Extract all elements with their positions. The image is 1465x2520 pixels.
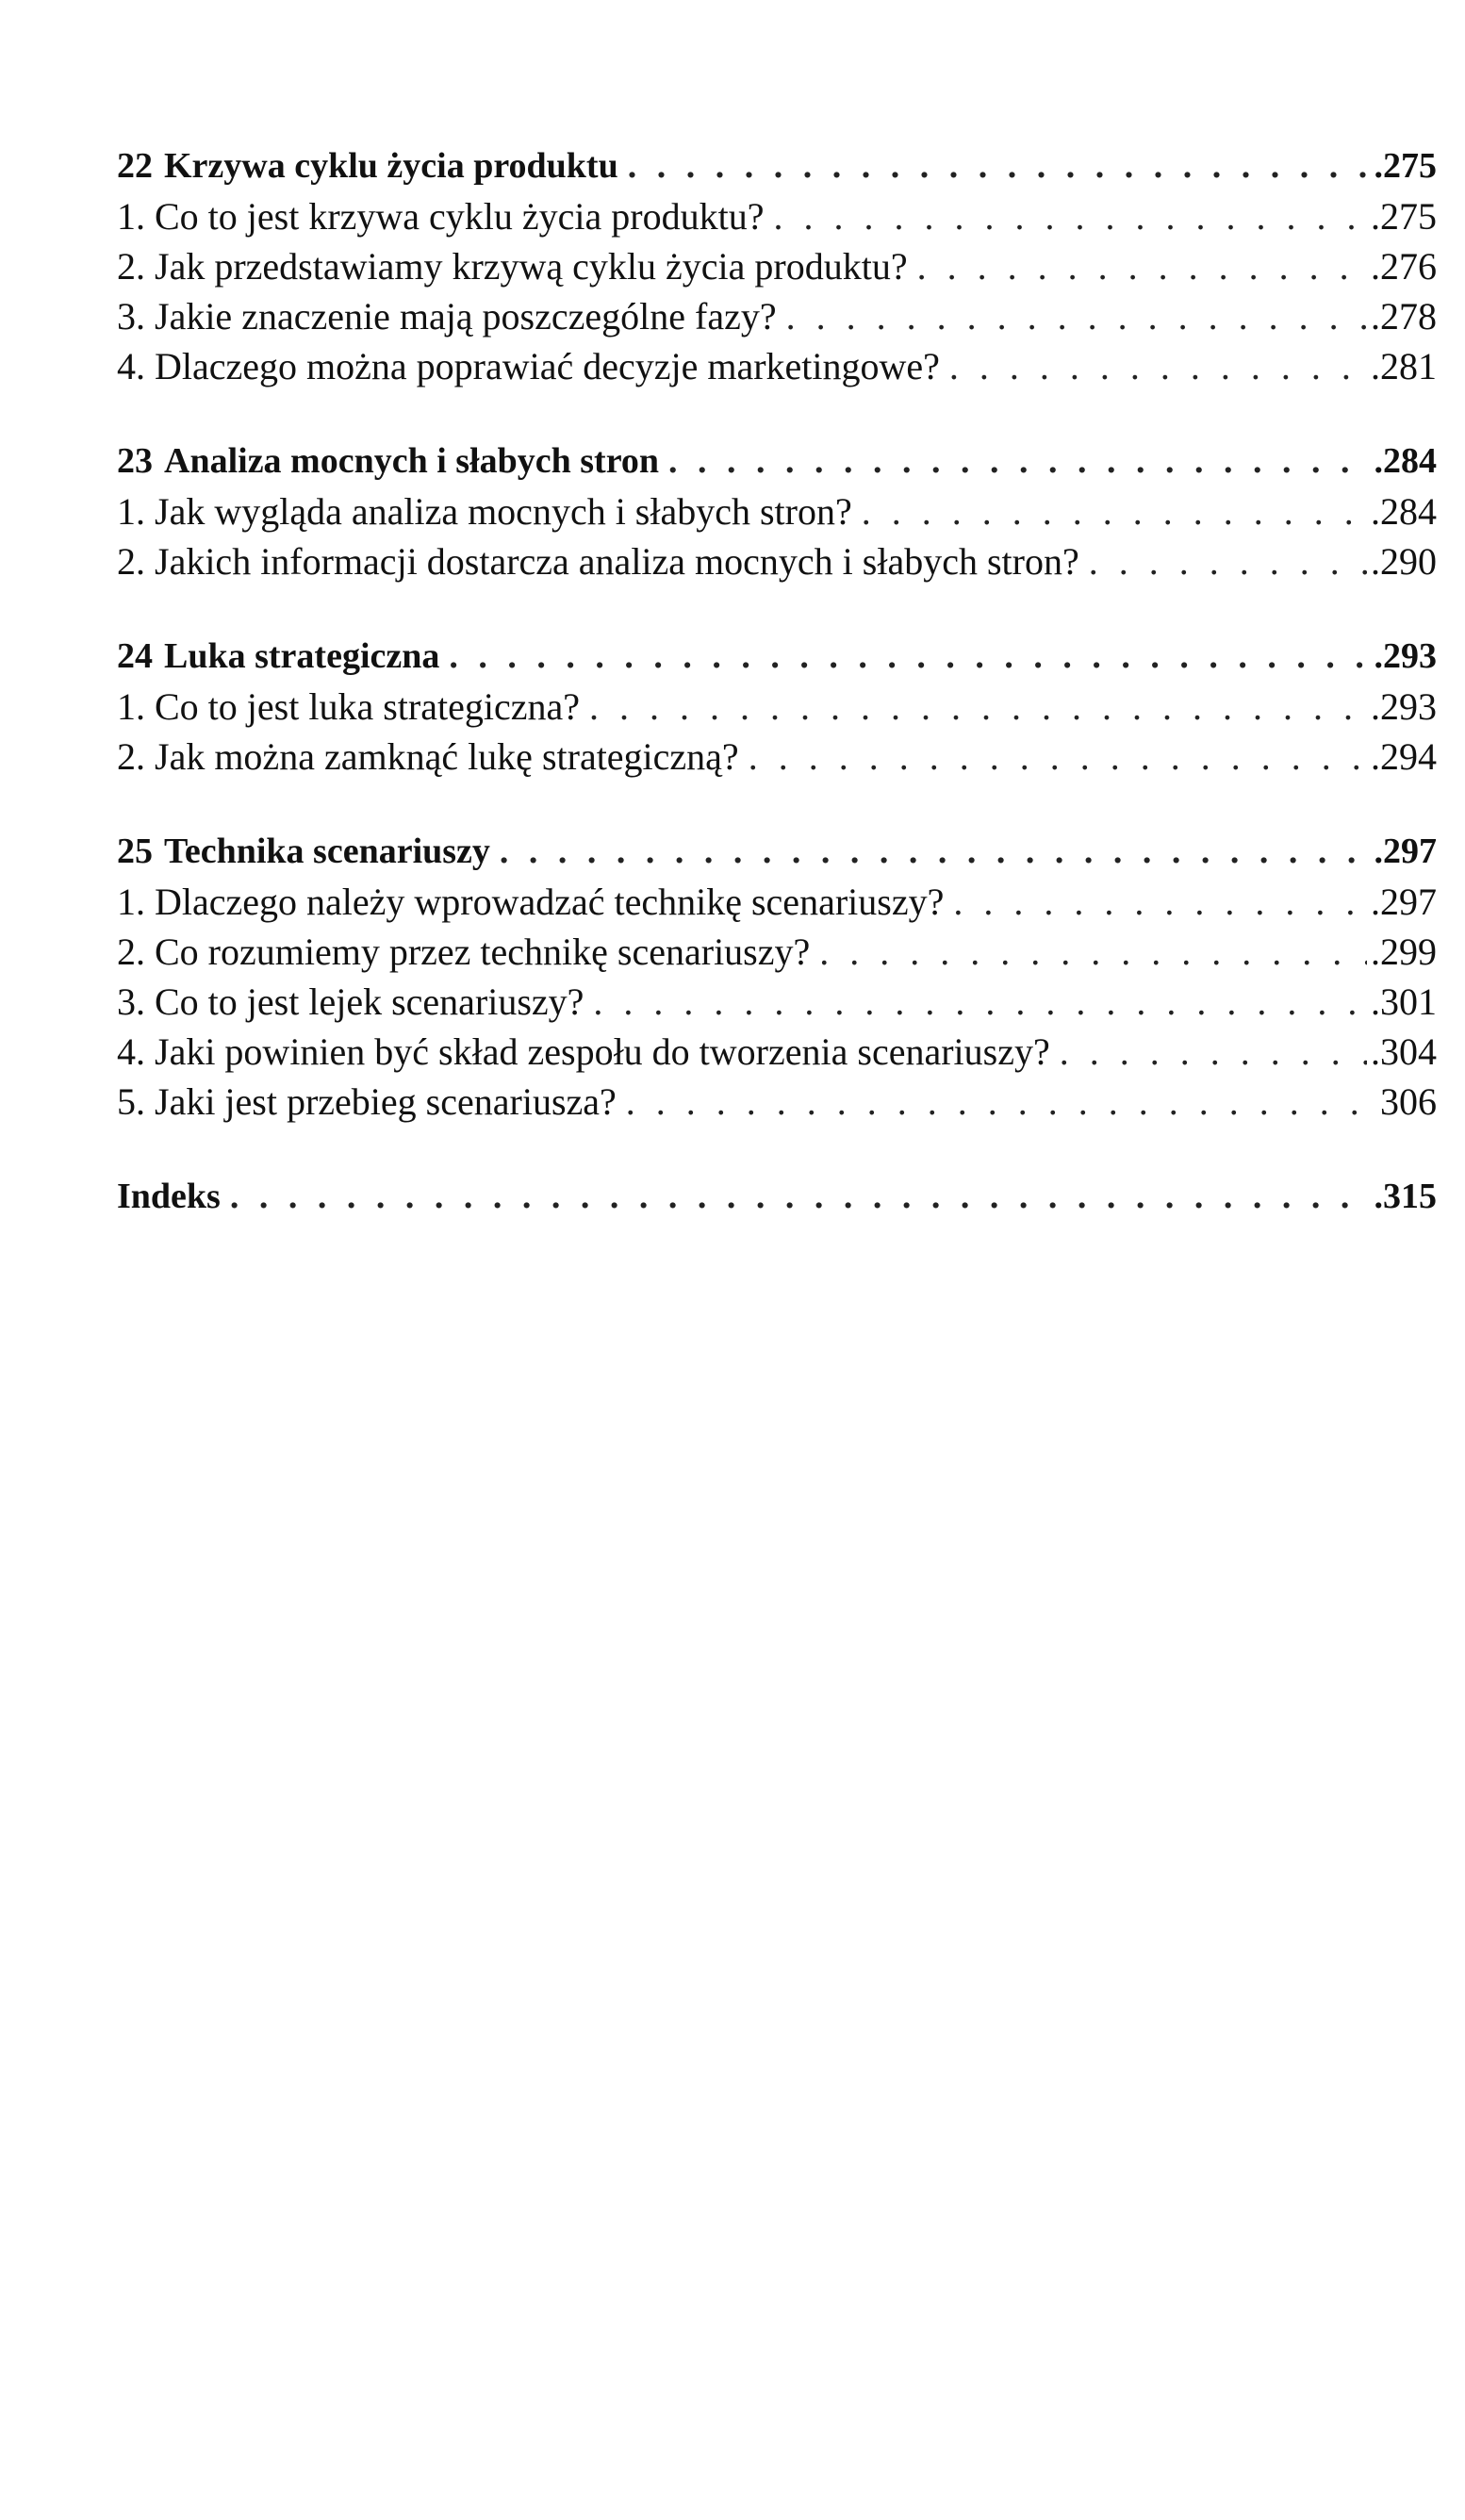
toc-entry[interactable] [117,927,1437,977]
dot-leader [668,436,1370,486]
toc-entry[interactable] [117,486,1437,536]
dot-leader [628,141,1371,191]
dot-leader [819,927,1367,977]
entry-label: 2. Jak przedstawiamy krzywą cyklu życia produktu? [117,245,908,288]
table-of-contents [117,141,1437,1267]
dot-leader [230,1172,1371,1222]
page-number: .301 [1371,980,1437,1023]
page-number: .299 [1371,931,1437,973]
chapter-heading[interactable] [117,827,1437,877]
toc-chapter-24 [117,632,1437,782]
toc-entry[interactable] [117,1027,1437,1077]
toc-entry[interactable] [117,682,1437,732]
page-number: .284 [1374,441,1437,481]
dot-leader [786,291,1367,341]
page-number: .281 [1371,345,1437,387]
chapter-heading[interactable] [117,141,1437,191]
dot-leader [449,632,1370,682]
entry-label: 1. Co to jest krzywa cyklu życia produktu? [117,195,765,238]
toc-entry[interactable] [117,241,1437,291]
page-number: .290 [1371,540,1437,583]
page-number: .278 [1371,295,1437,338]
dot-leader [949,341,1367,391]
page-number: .276 [1371,245,1437,288]
page-number: .304 [1371,1030,1437,1073]
page-number: 306 [1380,1080,1437,1123]
chapter-title: Technika scenariuszy [164,832,490,871]
toc-entry[interactable] [117,732,1437,782]
dot-leader [1060,1027,1367,1077]
page-number: .293 [1371,685,1437,728]
chapter-title: Analiza mocnych i słabych stron [164,441,660,481]
dot-leader [500,827,1371,877]
chapter-number: 22 [117,146,153,186]
entry-label: 3. Co to jest lejek scenariuszy? [117,980,584,1023]
chapter-number: 23 [117,441,153,481]
chapter-heading[interactable] [117,632,1437,682]
entry-label: 1. Co to jest luka strategiczna? [117,685,580,728]
dot-leader [626,1077,1376,1127]
chapter-number: 25 [117,832,153,871]
chapter-number: 24 [117,636,153,676]
entry-label: 2. Co rozumiemy przez technikę scenariuszy? [117,931,811,973]
toc-entry[interactable] [117,536,1437,586]
entry-label: 5. Jaki jest przebieg scenariusza? [117,1080,617,1123]
dot-leader [773,191,1367,241]
page-number: .315 [1374,1177,1437,1216]
toc-entry[interactable] [117,291,1437,341]
entry-label: 1. Dlaczego należy wprowadzać technikę scenariuszy? [117,881,945,923]
entry-label: 1. Jak wygląda analiza mocnych i słabych stron? [117,490,852,533]
toc-entry[interactable] [117,341,1437,391]
dot-leader [953,877,1367,927]
chapter-title: Krzywa cyklu życia produktu [164,146,618,186]
toc-chapter-23 [117,436,1437,586]
toc-chapter-25 [117,827,1437,1127]
page-number: .275 [1371,195,1437,238]
dot-leader [589,682,1367,732]
toc-entry[interactable] [117,977,1437,1027]
entry-label: 3. Jakie znaczenie mają poszczególne fazy? [117,295,777,338]
entry-label: 2. Jakich informacji dostarcza analiza mocnych i słabych stron? [117,540,1079,583]
toc-chapter-22 [117,141,1437,391]
dot-leader [1089,536,1367,586]
page-number: .297 [1374,832,1437,871]
chapter-title: Luka strategiczna [164,636,440,676]
entry-label: 2. Jak można zamknąć lukę strategiczną? [117,735,739,778]
dot-leader [917,241,1367,291]
index-title: Indeks [117,1177,221,1216]
chapter-heading[interactable] [117,436,1437,486]
page-number: .275 [1374,146,1437,186]
page-number: .294 [1371,735,1437,778]
page-number: .284 [1371,490,1437,533]
dot-leader [862,486,1367,536]
page-number: .293 [1374,636,1437,676]
toc-index [117,1172,1437,1222]
toc-entry[interactable] [117,191,1437,241]
dot-leader [593,977,1367,1027]
index-heading[interactable] [117,1172,1437,1222]
page-number: .297 [1371,881,1437,923]
toc-entry[interactable] [117,877,1437,927]
toc-entry[interactable] [117,1077,1437,1127]
entry-label: 4. Jaki powinien być skład zespołu do tworzenia scenariuszy? [117,1030,1050,1073]
dot-leader [749,732,1367,782]
entry-label: 4. Dlaczego można poprawiać decyzje marketingowe? [117,345,940,387]
